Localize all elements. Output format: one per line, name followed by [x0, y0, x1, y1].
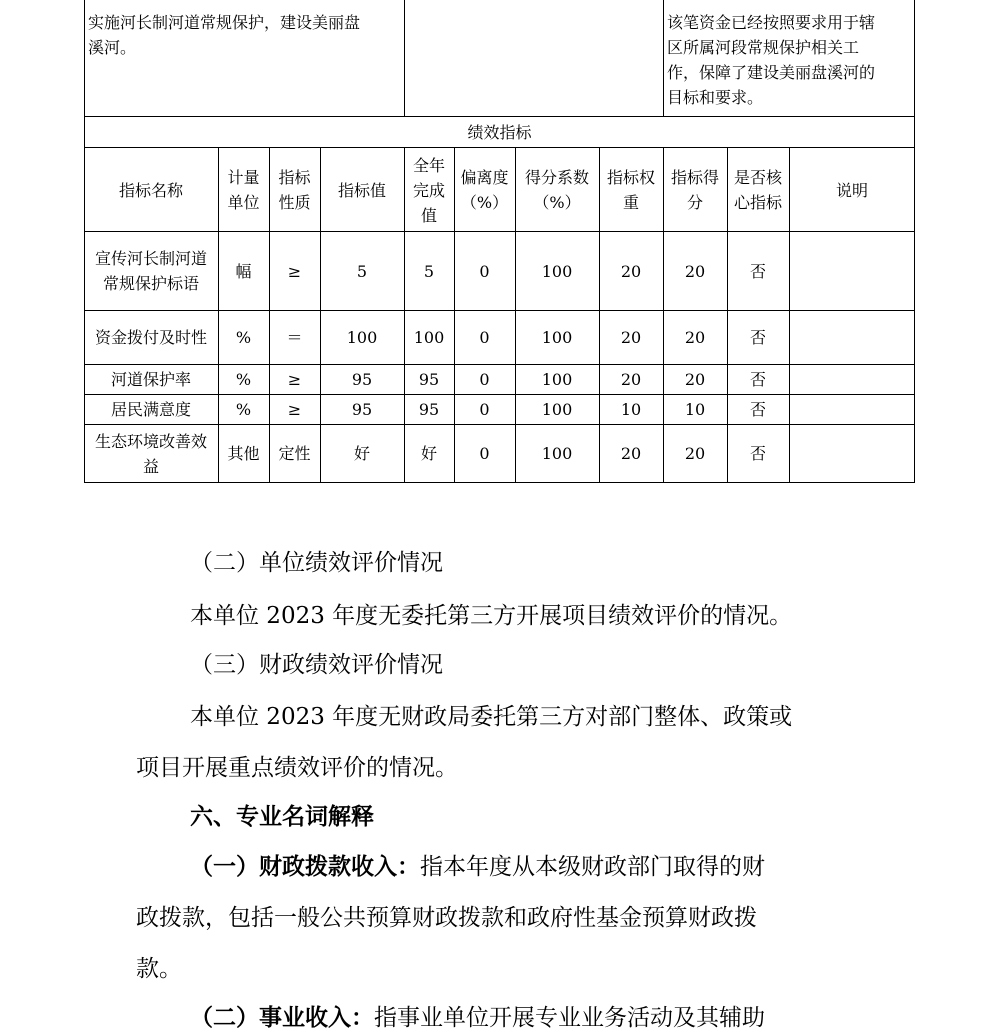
table-cell-coef: 100 [541, 400, 573, 419]
table-cell-deviation: 0 [479, 400, 490, 419]
header-unit: 计量 单位 [227, 168, 260, 212]
heading-unit-evaluation: （二）单位绩效评价情况 [190, 550, 443, 576]
header-weight: 指标权 重 [606, 168, 655, 212]
table-cell-nature: ≥ [287, 261, 302, 281]
table-cell-target: 100 [346, 328, 378, 347]
table-cell-note [789, 395, 915, 424]
table-cell-note [789, 232, 915, 310]
header-actual: 全年 完成 值 [412, 155, 445, 225]
definition-text: 指本年度从本级财政部门取得的财 [420, 854, 765, 880]
table-cell-weight: 20 [620, 444, 642, 463]
header-score: 指标得 分 [670, 168, 719, 212]
middle-cell [404, 8, 663, 117]
table-cell-actual: 5 [423, 261, 435, 281]
term-fiscal-appropriation: （一）财政拨款收入： [190, 854, 420, 880]
table-cell-unit: % [235, 328, 252, 347]
table-cell-weight: 10 [620, 400, 642, 419]
table-cell-actual: 95 [418, 370, 440, 389]
table-cell-actual: 100 [413, 328, 445, 347]
definition-fiscal-appropriation-line2: 政拨款，包括一般公共预算财政拨款和政府性基金预算财政拨 [136, 905, 757, 931]
table-cell-nature: 定性 [278, 444, 311, 463]
table-cell-actual: 95 [418, 400, 440, 419]
table-cell-score: 10 [684, 400, 706, 419]
definition-business-income-line1 [190, 1005, 765, 1031]
table-cell-weight: 20 [620, 328, 642, 347]
table-cell-unit: 其他 [227, 444, 260, 463]
table-cell-weight: 20 [620, 261, 642, 281]
table-cell-unit: % [235, 400, 252, 419]
table-cell-name: 居民满意度 [110, 400, 191, 419]
header-note: 说明 [835, 180, 868, 200]
table-cell-deviation: 0 [479, 261, 490, 281]
table-cell-nature: ≥ [287, 400, 302, 419]
result-cell: 该笔资金已经按照要求用于辖 区所属河段常规保护相关工 作，保障了建设美丽盘溪河的 目标和要求。 [667, 13, 876, 107]
paragraph-finance-evaluation-line2: 项目开展重点绩效评价的情况。 [136, 755, 458, 781]
table-cell-name: 资金拨付及时性 [94, 328, 207, 347]
definition-fiscal-appropriation-line1 [190, 854, 765, 880]
header-nature: 指标 性质 [278, 168, 311, 212]
heading-terminology: 六、专业名词解释 [190, 804, 374, 830]
table-cell-core: 否 [749, 328, 766, 347]
table-cell-deviation: 0 [479, 328, 490, 347]
table-cell-deviation: 0 [479, 370, 490, 389]
table-cell-deviation: 0 [479, 444, 490, 463]
paragraph-unit-evaluation: 本单位 2023 年度无委托第三方开展项目绩效评价的情况。 [190, 603, 793, 629]
table-cell-note [789, 425, 915, 482]
table-cell-coef: 100 [541, 261, 573, 281]
table-cell-unit: 幅 [235, 261, 252, 281]
header-coef: 得分系数 （%） [524, 168, 589, 212]
table-cell-score: 20 [684, 261, 706, 281]
term-business-income: （二）事业收入： [190, 1005, 374, 1031]
definition-fiscal-appropriation-line3: 款。 [136, 956, 182, 982]
table-cell-core: 否 [749, 400, 766, 419]
paragraph-finance-evaluation-line1: 本单位 2023 年度无财政局委托第三方对部门整体、政策或 [190, 704, 793, 730]
header-deviation: 偏离度 （%） [460, 168, 509, 212]
table-cell-nature: ＝ [286, 328, 303, 347]
table-cell-score: 20 [684, 370, 706, 389]
table-cell-note [789, 311, 915, 364]
table-cell-target: 95 [351, 370, 373, 389]
table-cell-target: 5 [356, 261, 368, 281]
table-cell-nature: ≥ [287, 370, 302, 389]
table-cell-score: 20 [684, 328, 706, 347]
table-cell-target: 好 [353, 444, 370, 463]
table-cell-actual: 好 [420, 444, 437, 463]
heading-finance-evaluation: （三）财政绩效评价情况 [190, 652, 443, 678]
table-cell-name: 河道保护率 [110, 370, 191, 389]
definition-text: 指事业单位开展专业业务活动及其辅助 [374, 1005, 765, 1031]
header-target: 指标值 [337, 180, 386, 200]
table-cell-score: 20 [684, 444, 706, 463]
table-cell-core: 否 [749, 370, 766, 389]
table-cell-name: 宣传河长制河道 常规保护标语 [94, 249, 207, 293]
table-cell-name: 生态环境改善效 益 [94, 431, 207, 476]
header-core: 是否核 心指标 [733, 168, 782, 212]
table-cell-unit: % [235, 370, 252, 389]
table-cell-coef: 100 [541, 328, 573, 347]
goal-cell: 实施河长制河道常规保护，建设美丽盘 溪河。 [88, 13, 361, 57]
table-cell-core: 否 [749, 444, 766, 463]
section-title: 绩效指标 [467, 123, 532, 142]
header-name: 指标名称 [118, 180, 183, 200]
table-cell-core: 否 [749, 261, 766, 281]
table-cell-coef: 100 [541, 444, 573, 463]
table-cell-target: 95 [351, 400, 373, 419]
table-cell-coef: 100 [541, 370, 573, 389]
table-cell-note [789, 365, 915, 394]
table-cell-weight: 20 [620, 370, 642, 389]
